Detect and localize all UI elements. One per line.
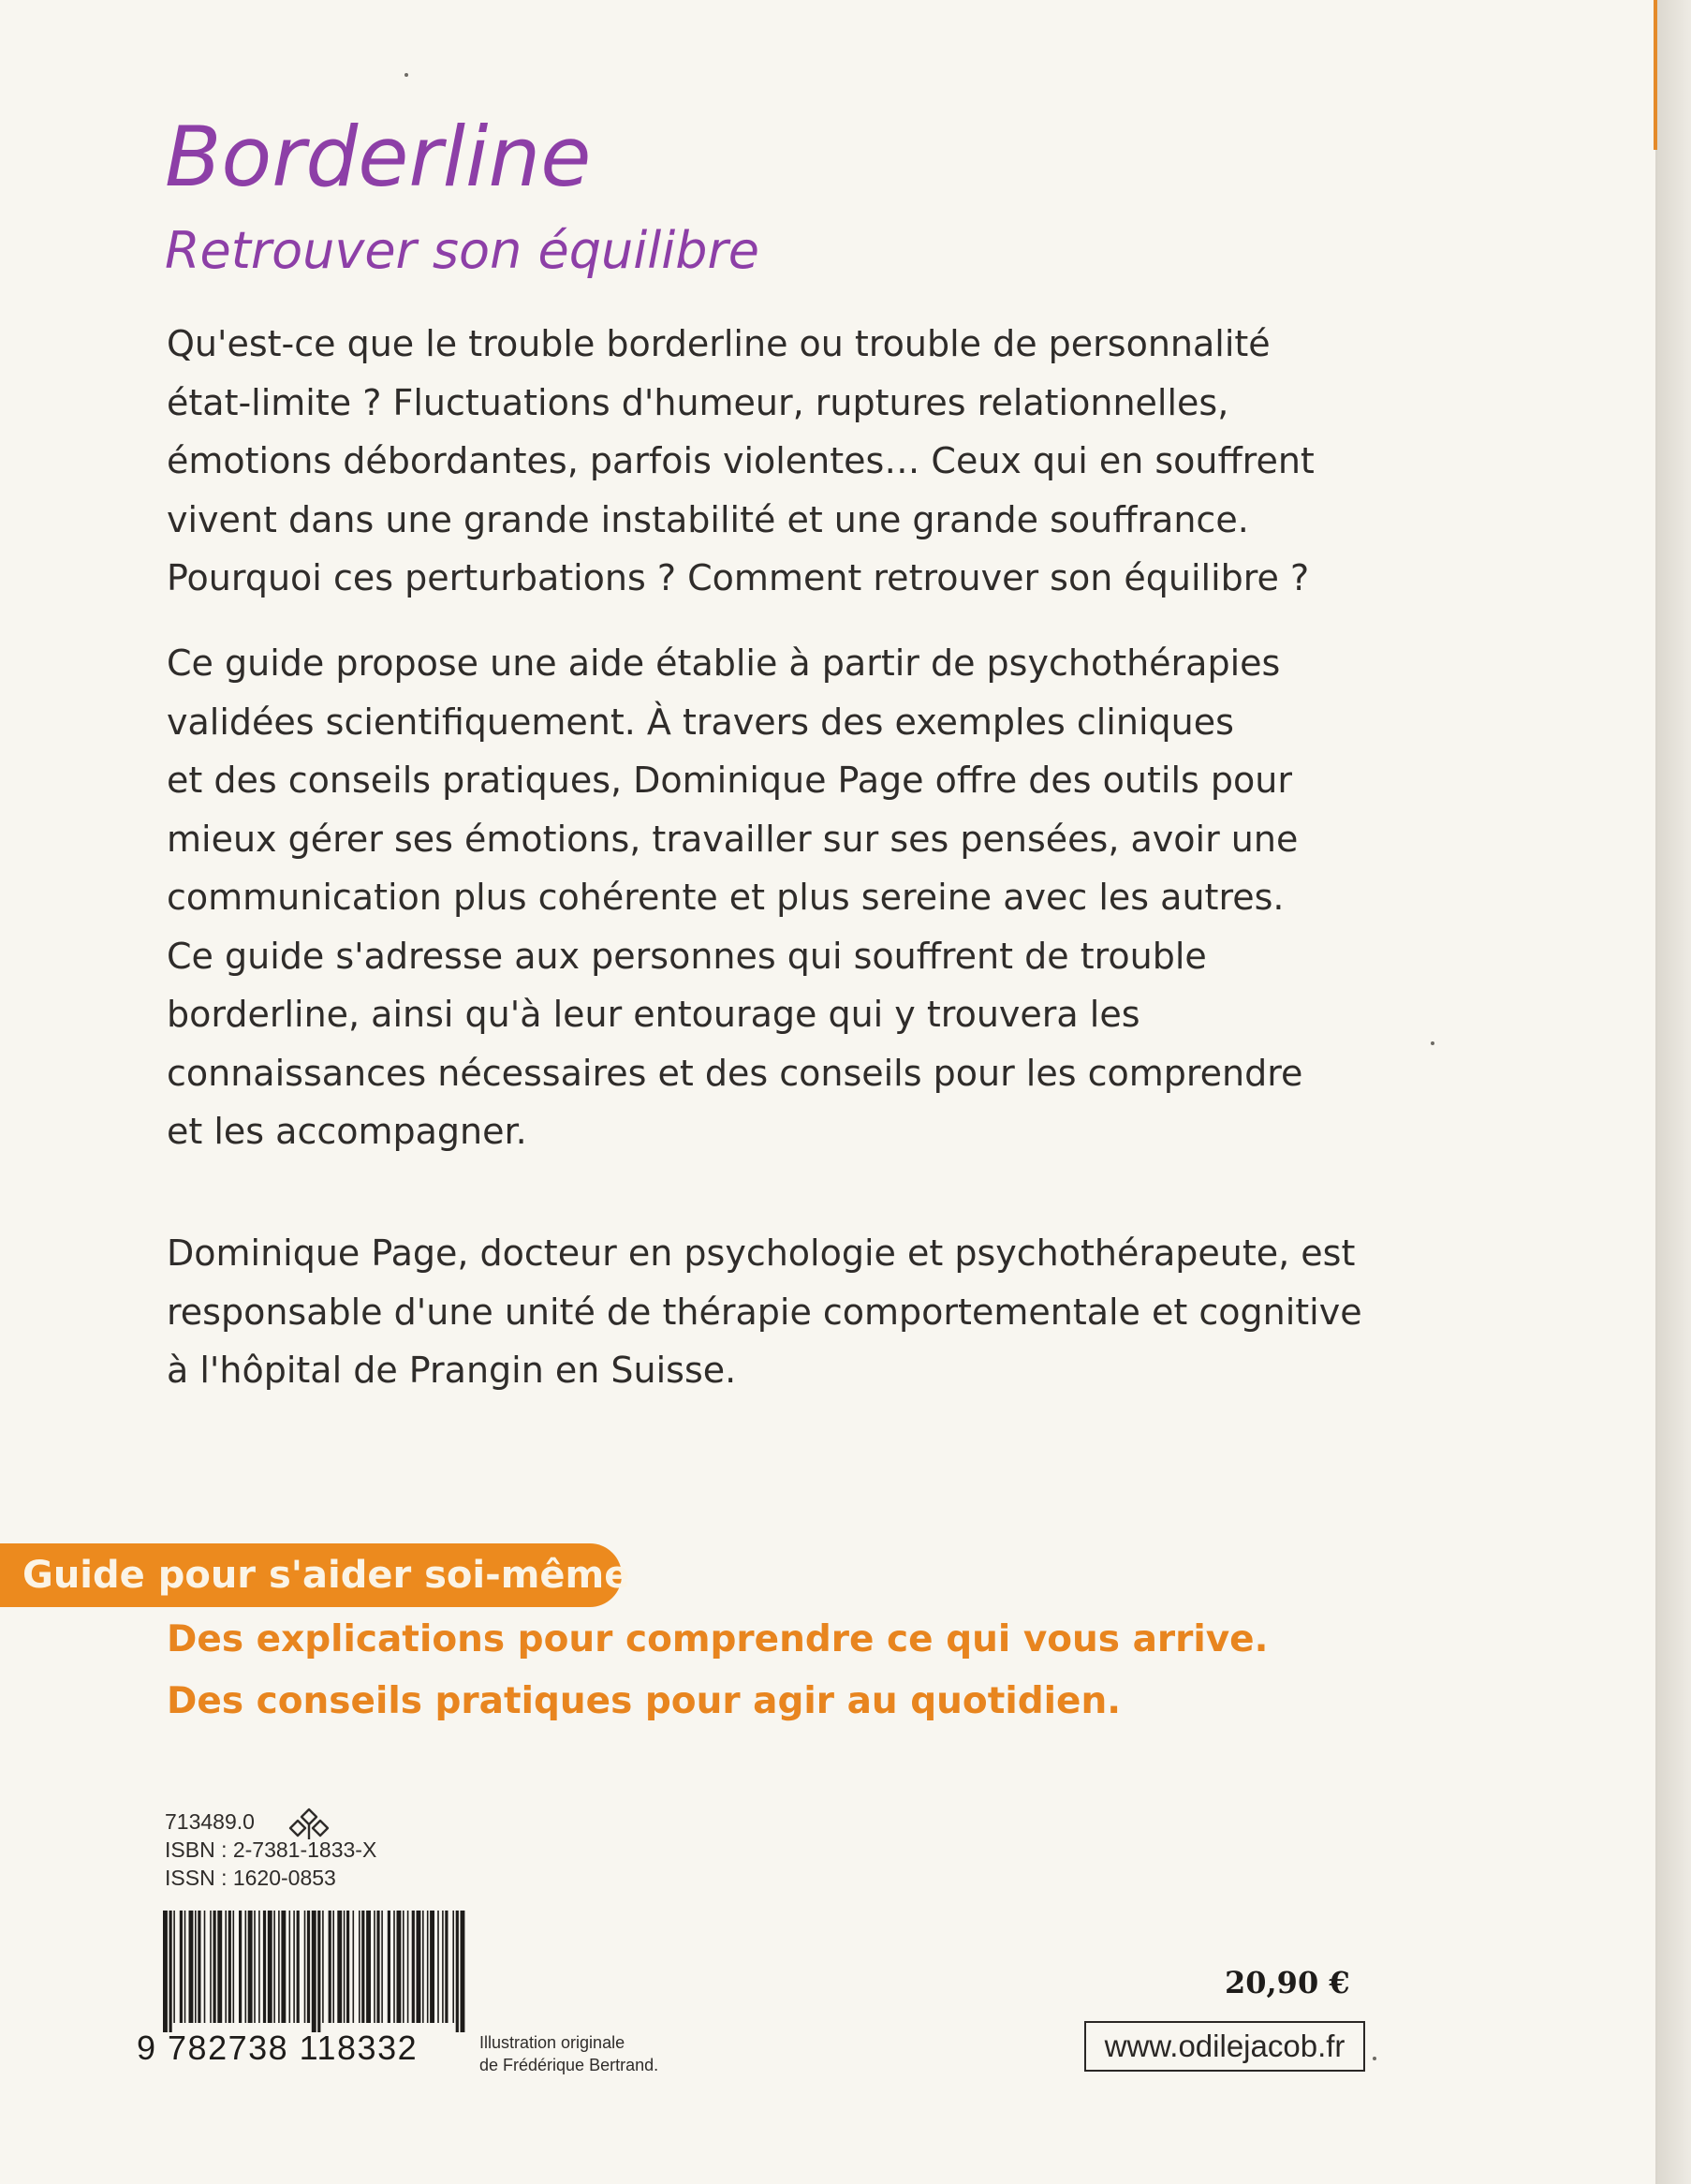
barcode-bar xyxy=(445,1911,448,2023)
barcode-bar xyxy=(169,1911,172,2032)
series-label-badge: Guide pour s'aider soi-même xyxy=(0,1543,622,1607)
barcode-bar xyxy=(381,1911,383,2023)
text-line: Qu'est-ce que le trouble borderline ou trouble de personnalité xyxy=(167,323,1271,364)
barcode-bar xyxy=(374,1911,375,2023)
publisher-website: www.odilejacob.fr xyxy=(1084,2021,1365,2072)
description-paragraph-2 xyxy=(167,634,1459,1161)
barcode-bar xyxy=(346,1911,349,2023)
text-line: mieux gérer ses émotions, travailler sur ses pensées, avoir une xyxy=(167,818,1299,860)
barcode-bar xyxy=(210,1911,212,2023)
barcode-bar xyxy=(376,1911,379,2023)
barcode xyxy=(161,1911,466,2032)
barcode-bar xyxy=(461,1911,465,2032)
issn: ISSN : 1620-0853 xyxy=(165,1866,336,1890)
text-line: Ce guide s'adresse aux personnes qui souffrent de trouble xyxy=(167,935,1207,977)
barcode-bar xyxy=(397,1911,402,2023)
text-line: et les accompagner. xyxy=(167,1111,527,1152)
publication-codes xyxy=(165,1808,376,1892)
barcode-bar xyxy=(239,1911,242,2023)
text-line: Pourquoi ces perturbations ? Comment retrouver son équilibre ? xyxy=(167,557,1310,598)
barcode-bar xyxy=(417,1911,421,2023)
barcode-bar xyxy=(245,1911,247,2023)
barcode-bar xyxy=(173,1911,175,2023)
text-line: vivent dans une grande instabilité et une grande souffrance. xyxy=(167,498,1249,540)
text-line: émotions débordantes, parfois violentes… Ceux qui en souffrent xyxy=(167,440,1315,481)
barcode-bar xyxy=(359,1911,360,2023)
barcode-digits: 9 782738 118332 xyxy=(137,2029,419,2067)
text-line: Ce guide propose une aide établie à partir de psychothérapies xyxy=(167,642,1281,684)
text-line: à l'hôpital de Prangin en Suisse. xyxy=(167,1350,737,1391)
text-line: et des conseils pratiques, Dominique Page offre des outils pour xyxy=(167,760,1292,801)
barcode-bar xyxy=(195,1911,197,2023)
barcode-bar xyxy=(213,1911,216,2023)
barcode-bar xyxy=(163,1911,168,2032)
barcode-bar xyxy=(312,1911,316,2032)
barcode-bar xyxy=(412,1911,415,2023)
barcode-bar xyxy=(422,1911,424,2023)
barcode-bar xyxy=(456,1911,459,2032)
barcode-bar xyxy=(407,1911,409,2023)
barcode-bar xyxy=(293,1911,295,2023)
barcode-bar xyxy=(388,1911,390,2023)
illustration-credit xyxy=(479,2031,658,2076)
barcode-bar xyxy=(225,1911,227,2023)
barcode-bar xyxy=(403,1911,404,2023)
barcode-bar xyxy=(337,1911,342,2023)
reference-number: 713489.0 xyxy=(165,1809,255,1834)
barcode-bar xyxy=(344,1911,346,2023)
book-title: Borderline xyxy=(165,109,592,205)
price: 20,90 € xyxy=(1225,1965,1350,2000)
barcode-bar xyxy=(233,1911,235,2023)
barcode-bar xyxy=(263,1911,266,2023)
benefit-line: Des explications pour comprendre ce qui vous arrive. xyxy=(167,1618,1269,1660)
barcode-bar xyxy=(304,1911,306,2023)
credit-line: Illustration originale xyxy=(479,2033,625,2052)
barcode-bar xyxy=(184,1911,186,2023)
barcode-bar xyxy=(329,1911,331,2023)
barcode-bar xyxy=(437,1911,439,2023)
barcode-bar xyxy=(248,1911,253,2023)
barcode-bar xyxy=(452,1911,454,2023)
series-benefits xyxy=(167,1609,1268,1733)
barcode-bar xyxy=(278,1911,280,2023)
barcode-bar xyxy=(307,1911,310,2023)
text-line: Dominique Page, docteur en psychologie et psychothérapeute, est xyxy=(167,1232,1356,1274)
print-speck xyxy=(404,73,408,77)
isbn: ISBN : 2-7381-1833-X xyxy=(165,1837,377,1862)
book-subtitle: Retrouver son équilibre xyxy=(165,221,759,280)
publisher-logo-icon xyxy=(286,1806,332,1843)
text-line: responsable d'une unité de thérapie comportementale et cognitive xyxy=(167,1291,1362,1333)
text-line: état-limite ? Fluctuations d'humeur, ruptures relationnelles, xyxy=(167,381,1229,423)
barcode-bar xyxy=(366,1911,371,2023)
barcode-bar xyxy=(228,1911,231,2023)
page-edge xyxy=(1657,0,1691,2184)
barcode-bar xyxy=(442,1911,444,2023)
barcode-bar xyxy=(180,1911,183,2023)
text-line: communication plus cohérente et plus sereine avec les autres. xyxy=(167,877,1285,918)
barcode-bar xyxy=(332,1911,334,2023)
barcode-bar xyxy=(353,1911,355,2023)
barcode-bar xyxy=(189,1911,194,2023)
text-line: validées scientifiquement. À travers des exemples cliniques xyxy=(167,701,1234,743)
author-bio xyxy=(167,1224,1459,1400)
barcode-bar xyxy=(268,1911,272,2023)
barcode-bar xyxy=(281,1911,286,2023)
text-line: borderline, ainsi qu'à leur entourage qui y trouvera les xyxy=(167,994,1140,1035)
description-paragraph-1 xyxy=(167,315,1459,608)
print-speck xyxy=(1373,2057,1376,2060)
barcode-bar xyxy=(427,1911,429,2023)
barcode-bar xyxy=(204,1911,206,2023)
barcode-bar xyxy=(289,1911,291,2023)
barcode-bar xyxy=(198,1911,200,2023)
barcode-bar xyxy=(430,1911,434,2023)
barcode-bar xyxy=(317,1911,320,2032)
barcode-bar xyxy=(297,1911,300,2023)
barcode-bar xyxy=(393,1911,395,2023)
barcode-bar xyxy=(322,1911,324,2023)
barcode-bar xyxy=(258,1911,260,2023)
barcode-bar xyxy=(273,1911,275,2023)
text-line: connaissances nécessaires et des conseils pour les comprendre xyxy=(167,1052,1303,1094)
barcode-bar xyxy=(217,1911,222,2023)
benefit-line: Des conseils pratiques pour agir au quotidien. xyxy=(167,1680,1122,1722)
barcode-bar xyxy=(361,1911,364,2023)
credit-line: de Frédérique Bertrand. xyxy=(479,2056,659,2074)
barcode-bar xyxy=(254,1911,256,2023)
